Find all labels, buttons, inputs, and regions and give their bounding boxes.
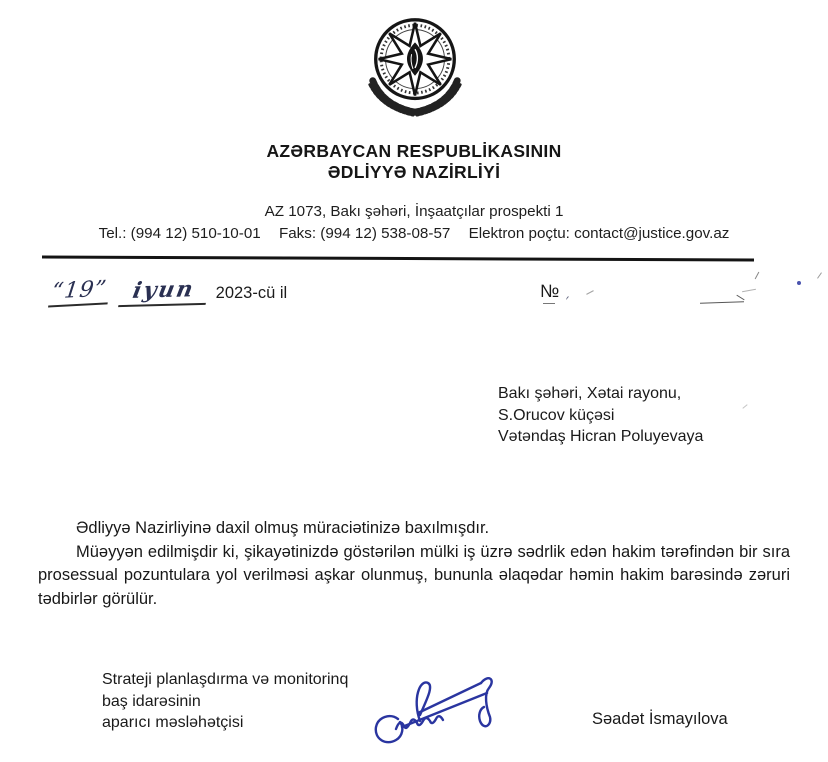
org-title-line2: ƏDLİYYƏ NAZİRLİYİ bbox=[327, 162, 501, 182]
pen-speck bbox=[742, 404, 747, 409]
signer-title-line1: Strateji planlaşdırma və monitorinq bbox=[102, 671, 349, 688]
letter-body bbox=[38, 517, 790, 611]
pen-underline-mark bbox=[543, 303, 555, 304]
pen-arrow-line bbox=[700, 301, 744, 304]
pen-tick-mark-corner bbox=[817, 272, 822, 278]
recipient-address-block bbox=[498, 383, 703, 448]
recipient-line-street: S.Orucov küçəsi bbox=[498, 406, 615, 424]
pen-dash-mark bbox=[742, 289, 756, 292]
date-line bbox=[50, 276, 287, 306]
handwritten-signature bbox=[368, 663, 508, 751]
signer-title-line3: aparıcı məsləhətçisi bbox=[102, 714, 244, 731]
org-address: AZ 1073, Bakı şəhəri, İnşaatçılar prospekti 1 bbox=[264, 203, 564, 220]
body-paragraph-1: Ədliyyə Nazirliyinə daxil olmuş müraciətinizə baxılmışdır. bbox=[76, 519, 490, 537]
org-email: Elektron poçtu: contact@justice.gov.az bbox=[468, 225, 730, 242]
handwritten-month: iyun bbox=[118, 276, 211, 307]
letterhead-divider bbox=[42, 255, 754, 261]
org-contacts bbox=[0, 225, 828, 242]
recipient-line-city: Bakı şəhəri, Xətai rayonu, bbox=[498, 385, 682, 402]
document-number-label: № bbox=[540, 281, 560, 301]
signer-title-line2: baş idarəsinin bbox=[102, 692, 201, 710]
org-fax: Faks: (994 12) 538-08-57 bbox=[278, 225, 451, 242]
recipient-line-name: Vətəndaş Hicran Poluyevaya bbox=[498, 428, 704, 445]
signer-name: Səadət İsmayılova bbox=[592, 710, 728, 728]
pen-tick-mark bbox=[586, 290, 594, 295]
pen-mark-after-number: ˏ bbox=[560, 280, 571, 301]
typed-year: 2023-cü il bbox=[215, 284, 288, 302]
organization-title bbox=[0, 141, 828, 183]
org-phone: Tel.: (994 12) 510-10-01 bbox=[98, 225, 261, 242]
signer-title-block bbox=[102, 669, 348, 734]
azerbaijan-coat-of-arms-emblem bbox=[355, 10, 475, 120]
pen-arrow-head bbox=[736, 295, 744, 301]
org-title-line1: AZƏRBAYCAN RESPUBLİKASININ bbox=[266, 141, 562, 161]
body-paragraph-2: Müəyyən edilmişdir ki, şikayətinizdə göstərilən mülki iş üzrə sədrlik edən hakim tərəfindən bir sıra prosessual pozuntulara yol verilməsi aşkar olunmuş, bununla əlaqədar həmin hakim barəsində zəruri tədbirlər görülür. bbox=[38, 542, 790, 608]
ink-dot bbox=[797, 281, 801, 285]
pen-slash-mark bbox=[755, 272, 760, 280]
handwritten-day: “19” bbox=[48, 276, 110, 307]
